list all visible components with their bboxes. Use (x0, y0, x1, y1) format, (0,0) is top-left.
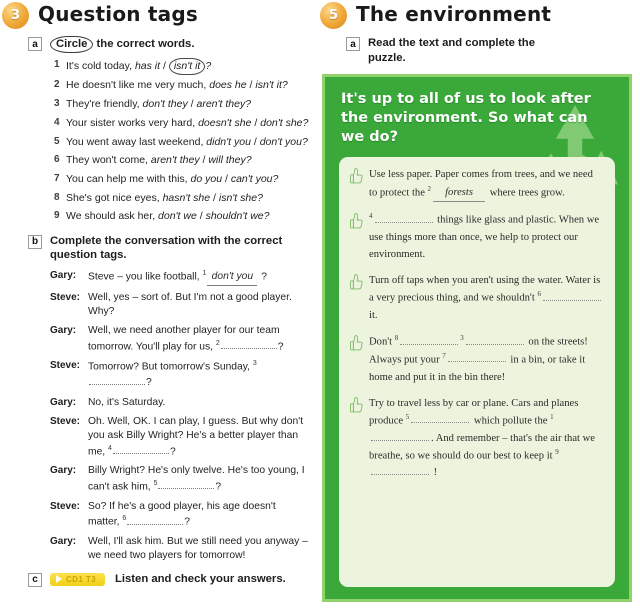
task-a-instruction-rest: the correct words. (93, 38, 195, 50)
tip-item (349, 395, 603, 482)
task-c-instruction: Listen and check your answers. (114, 573, 286, 586)
answer-option[interactable]: shouldn't we (205, 210, 264, 223)
answer-blank[interactable] (448, 352, 506, 362)
filled-answer[interactable]: don't you (207, 270, 257, 286)
question-list (0, 58, 318, 225)
question-item (50, 153, 312, 168)
section-number-badge-right: 5 (320, 2, 347, 29)
left-column (0, 0, 318, 609)
task-a-right (318, 36, 640, 65)
question-punctuation: ? (257, 191, 263, 204)
blank-number: 4 (369, 212, 373, 221)
dialogue-text: Tomorrow? But tomorrow's Sunday, $^3$? (88, 360, 257, 389)
tip-text: $^4$ things like glass and plastic. When we use things more than once, we help to protect our environment. (369, 212, 600, 261)
blank-number: 2 (427, 184, 432, 193)
blank-number: 7 (442, 351, 446, 360)
dialogue-text: Billy Wright? He's only twelve. He's too young, I can't ask him, $^5$ ? (88, 465, 305, 493)
task-letter-a-right: a (346, 37, 360, 51)
filled-answer[interactable]: forests (433, 184, 485, 202)
dialogue-speaker: Gary: (50, 535, 77, 547)
environment-poster (322, 74, 632, 602)
question-number: 6 (54, 154, 60, 166)
play-icon (56, 575, 62, 583)
audio-track-label: CD1 T3 (66, 574, 96, 584)
dialogue-text: Oh. Well, OK. I can play, I guess. But why don't you ask Billy Wright? He's a better player than me, $^4$ ? (88, 415, 304, 458)
section-title-right: The environment (356, 2, 552, 26)
tips-panel (339, 157, 615, 587)
tip-text: Don't $^8$ $^3$ on the streets! Always put your $^7$ in a bin, or take it home and put it in the bin there! (369, 334, 588, 383)
tip-text: Turn off taps when you aren't using the water. Water is a very precious thing, and we shouldn't $^6$ it. (369, 275, 601, 322)
task-a-instruction (50, 36, 194, 53)
answer-blank[interactable] (400, 335, 458, 345)
question-number: 9 (54, 210, 60, 222)
question-punctuation: ? (301, 135, 308, 148)
task-a-left (0, 36, 318, 53)
answer-option[interactable]: aren't they (150, 154, 200, 167)
answer-blank[interactable] (158, 479, 214, 489)
blank-number: 1 (202, 269, 207, 277)
dialogue-line (50, 359, 310, 391)
question-punctuation: ? (245, 154, 252, 167)
question-number: 1 (54, 58, 60, 70)
task-letter-b: b (28, 235, 42, 249)
blank-number: 1 (550, 412, 554, 421)
dialogue-text: No, it's Saturday. (88, 396, 166, 408)
question-text: Your sister works very hard, doesn't she / don't she? (66, 116, 309, 129)
question-number: 5 (54, 135, 60, 147)
answer-blank[interactable] (375, 213, 433, 223)
answer-blank[interactable] (113, 444, 169, 454)
question-punctuation: ? (205, 59, 212, 72)
answer-blank[interactable] (221, 339, 277, 349)
question-item (50, 58, 312, 75)
answer-option[interactable]: isn't she (218, 191, 258, 204)
dialogue-text: Well, yes – sort of. But I'm not a good player. Why? (88, 291, 292, 318)
question-text: It's cold today, has it / isn't it ? (66, 58, 211, 75)
question-number: 7 (54, 172, 60, 184)
question-punctuation: ? (281, 79, 288, 92)
task-c-left (0, 572, 318, 587)
section-header-question-tags (0, 0, 318, 34)
answer-option[interactable]: has it (134, 59, 161, 72)
tip-item (349, 333, 603, 386)
answer-blank[interactable] (466, 335, 524, 345)
question-text: He doesn't like me very much, does he / isn't it? (66, 79, 288, 92)
question-text: They won't come, aren't they / will they? (66, 154, 252, 167)
dialogue-line (50, 500, 310, 531)
audio-track-badge[interactable] (50, 573, 105, 586)
task-b-instruction: Complete the conversation with the correct question tags. (50, 234, 283, 262)
right-column (318, 0, 640, 609)
answer-option[interactable]: hasn't she (162, 191, 211, 204)
answer-option[interactable]: isn't it (255, 79, 282, 92)
blank-number: 6 (537, 290, 541, 299)
task-a-right-instruction: Read the text and complete the puzzle. (368, 37, 535, 64)
dialogue-line (50, 535, 310, 564)
section-number-badge: 3 (2, 2, 29, 29)
question-text: She's got nice eyes, hasn't she / isn't she? (66, 191, 263, 204)
dialogue-line (50, 269, 310, 286)
answer-option[interactable]: don't she (260, 116, 303, 129)
dialogue-list (0, 269, 318, 564)
answer-option[interactable]: didn't you (206, 135, 251, 148)
question-item (50, 78, 312, 93)
answer-option[interactable]: aren't they (196, 98, 246, 111)
answer-blank[interactable] (411, 413, 469, 423)
tip-item (349, 211, 603, 263)
tip-item (349, 272, 603, 324)
question-item (50, 172, 312, 187)
dialogue-line (50, 324, 310, 355)
thumbs-up-icon (349, 167, 369, 202)
dialogue-text: Well, we need another player for our team tomorrow. You'll play for us, $^2$ ? (88, 325, 284, 353)
question-item (50, 97, 312, 112)
question-item (50, 116, 312, 131)
question-punctuation: ? (302, 116, 309, 129)
dialogue-speaker: Steve: (50, 500, 81, 512)
thumbs-up-icon (349, 212, 369, 263)
answer-option[interactable]: don't we (158, 210, 197, 223)
section-title: Question tags (38, 2, 198, 26)
dialogue-line (50, 291, 310, 320)
dialogue-speaker: Gary: (50, 396, 77, 408)
question-text: You can help me with this, do you / can't you? (66, 172, 279, 185)
tip-text: Try to travel less by car or plane. Cars and planes produce $^5$ which pollute the $^1$. And remember – that's the air that we breathe, so we should do our best to keep it $^9$ ! (369, 397, 596, 479)
circle-word: Circle (50, 36, 93, 53)
question-item (50, 191, 312, 206)
answer-option[interactable]: can't you (230, 172, 273, 185)
answer-option[interactable]: don't they (142, 98, 188, 111)
blank-number: 3 (460, 334, 464, 343)
answer-blank[interactable] (89, 375, 145, 385)
answer-blank[interactable] (371, 465, 429, 475)
task-letter-c: c (28, 573, 42, 587)
blank-number: 3 (252, 360, 257, 368)
answer-option[interactable]: don't you (259, 135, 302, 148)
task-letter-a: a (28, 37, 42, 51)
question-number: 2 (54, 79, 60, 91)
dialogue-text: Steve – you like football, $^1$ don't you ? (88, 269, 267, 286)
section-header-environment (318, 0, 640, 34)
dialogue-speaker: Steve: (50, 415, 81, 427)
question-text: You went away last weekend, didn't you / don't you? (66, 135, 308, 148)
question-punctuation: ? (245, 98, 252, 111)
answer-blank[interactable] (371, 431, 429, 441)
question-text: They're friendly, don't they / aren't they? (66, 98, 252, 111)
tip-item (349, 166, 603, 202)
blank-number: 6 (122, 515, 127, 523)
question-item (50, 135, 312, 150)
blank-number: 5 (405, 412, 410, 421)
dialogue-speaker: Gary: (50, 325, 77, 337)
thumbs-up-icon (349, 396, 369, 482)
dialogue-text: So? If he's a good player, his age doesn't matter, $^6$ ? (88, 500, 276, 528)
question-number: 4 (54, 116, 60, 128)
blank-number: 4 (108, 444, 112, 452)
poster-heading: It's up to all of us to look after the environment. So what can we do? (341, 91, 591, 146)
dialogue-line (50, 415, 310, 460)
answer-option[interactable]: does he (209, 79, 247, 92)
question-text: We should ask her, don't we / shouldn't we? (66, 210, 270, 223)
dialogue-line (50, 464, 310, 495)
question-number: 8 (54, 191, 60, 203)
thumbs-up-icon (349, 334, 369, 386)
answer-option[interactable]: do you (190, 172, 223, 185)
question-item (50, 209, 312, 224)
dialogue-speaker: Gary: (50, 269, 77, 281)
dialogue-speaker: Gary: (50, 465, 77, 477)
answer-option[interactable]: doesn't she (198, 116, 252, 129)
task-b-left (0, 234, 318, 263)
blank-number: 8 (394, 334, 399, 343)
blank-number: 5 (153, 479, 158, 487)
tip-text: Use less paper. Paper comes from trees, and we need to protect the $^2$ forests where trees grow. (369, 166, 603, 202)
dialogue-speaker: Steve: (50, 291, 81, 303)
blank-number: 9 (555, 447, 559, 456)
question-punctuation: ? (263, 210, 270, 223)
question-punctuation: ? (272, 172, 279, 185)
dialogue-speaker: Steve: (50, 360, 81, 372)
dialogue-line (50, 396, 310, 411)
question-number: 3 (54, 98, 60, 110)
answer-blank[interactable] (543, 291, 601, 301)
answer-blank[interactable] (127, 515, 183, 525)
answer-option[interactable]: isn't it (169, 58, 206, 75)
thumbs-up-icon (349, 273, 369, 324)
dialogue-text: Well, I'll ask him. But we still need you anyway – we need two players for tomorrow! (88, 535, 308, 562)
answer-option[interactable]: will they (208, 154, 246, 167)
blank-number: 2 (215, 339, 220, 347)
